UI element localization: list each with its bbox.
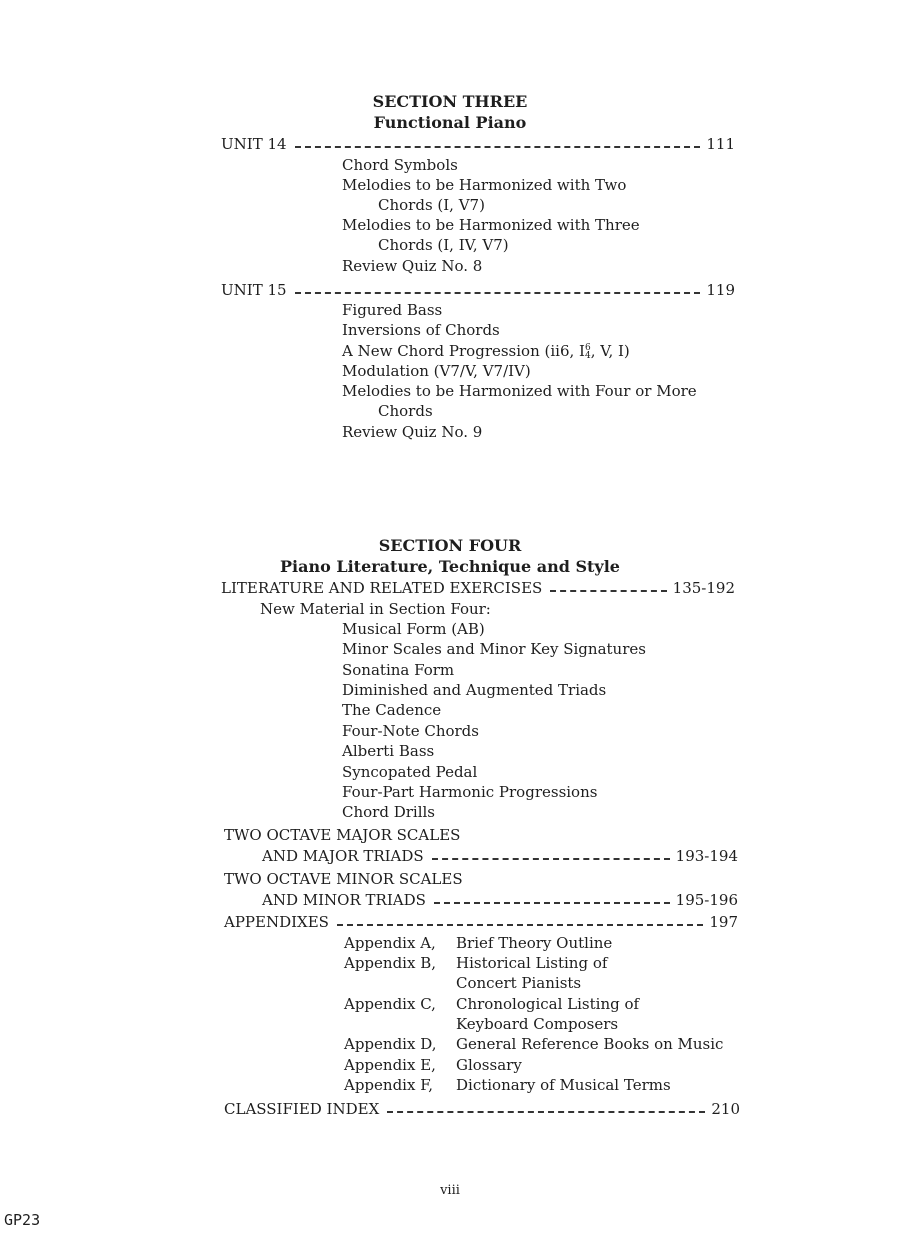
- toc-entry-literature[interactable]: [221, 578, 735, 598]
- toc-subentry: Musical Form (AB): [342, 620, 485, 638]
- toc-subentry: Sonatina Form: [342, 661, 455, 679]
- toc-entry-unit-14[interactable]: [221, 134, 735, 154]
- appendix-title: General Reference Books on Music: [456, 1035, 724, 1053]
- progression-text-end: , V, I): [590, 342, 630, 360]
- entry-label: AND MAJOR TRIADS: [262, 847, 424, 865]
- document-code: GP23: [4, 1211, 41, 1229]
- appendix-title: Dictionary of Musical Terms: [456, 1076, 671, 1094]
- toc-subentry: Review Quiz No. 8: [342, 257, 483, 275]
- appendix-key: Appendix E,: [344, 1056, 436, 1074]
- dot-leader: [387, 1111, 705, 1113]
- toc-subentry: Chord Symbols: [342, 156, 458, 174]
- page-number: 195-196: [675, 891, 738, 909]
- toc-subentry: Four-Note Chords: [342, 722, 479, 740]
- toc-subentry: Chord Drills: [342, 803, 435, 821]
- section-four-subtitle: Piano Literature, Technique and Style: [280, 557, 620, 576]
- toc-subentry: Chords (I, V7): [378, 196, 485, 214]
- toc-subentry: Chords: [378, 402, 433, 420]
- dot-leader: [337, 924, 703, 926]
- appendix-key: Appendix B,: [344, 954, 436, 972]
- appendix-title: Glossary: [456, 1056, 522, 1074]
- page-number: 193-194: [675, 847, 738, 865]
- toc-entry-appendixes[interactable]: [224, 912, 738, 932]
- toc-entry-minor-scales-line1: TWO OCTAVE MINOR SCALES: [224, 870, 463, 888]
- toc-entry-major-scales-line1: TWO OCTAVE MAJOR SCALES: [224, 826, 461, 844]
- section-four-title: SECTION FOUR: [378, 536, 522, 555]
- toc-subentry: Alberti Bass: [342, 742, 435, 760]
- toc-subentry: Minor Scales and Minor Key Signatures: [342, 640, 646, 658]
- page-number: 111: [706, 135, 735, 153]
- toc-subentry: Four-Part Harmonic Progressions: [342, 783, 598, 801]
- entry-label: LITERATURE AND RELATED EXERCISES: [221, 579, 543, 597]
- entry-label: UNIT 14: [221, 135, 287, 153]
- toc-subentry: Figured Bass: [342, 301, 443, 319]
- entry-label: APPENDIXES: [224, 913, 329, 931]
- toc-subentry: Melodies to be Harmonized with Three: [342, 216, 640, 234]
- new-material-heading: New Material in Section Four:: [260, 600, 491, 618]
- figured-bass-lower: 4: [584, 351, 591, 361]
- toc-subentry: Syncopated Pedal: [342, 763, 478, 781]
- dot-leader: [295, 146, 701, 148]
- toc-subentry: Melodies to be Harmonized with Two: [342, 176, 627, 194]
- figured-bass-upper: 6: [584, 343, 591, 353]
- page-number: 135-192: [672, 579, 735, 597]
- appendix-title: Brief Theory Outline: [456, 934, 613, 952]
- toc-subentry: Chords (I, IV, V7): [378, 236, 509, 254]
- page-number: 119: [706, 281, 735, 299]
- entry-label: AND MINOR TRIADS: [262, 891, 426, 909]
- toc-entry-minor-scales[interactable]: [262, 890, 738, 910]
- toc-subentry: Inversions of Chords: [342, 321, 500, 339]
- toc-entry-major-scales[interactable]: [262, 846, 738, 866]
- section-three-subtitle: Functional Piano: [373, 113, 527, 132]
- appendix-key: Appendix D,: [344, 1035, 437, 1053]
- appendix-key: Appendix F,: [344, 1076, 434, 1094]
- appendix-title-cont: Concert Pianists: [456, 974, 582, 992]
- toc-entry-unit-15[interactable]: [221, 280, 735, 300]
- appendix-key: Appendix C,: [344, 995, 436, 1013]
- appendix-title: Chronological Listing of: [456, 995, 640, 1013]
- dot-leader: [432, 858, 670, 860]
- toc-entry-classified-index[interactable]: [224, 1099, 740, 1119]
- section-three-title: SECTION THREE: [372, 92, 528, 111]
- appendix-title: Historical Listing of: [456, 954, 608, 972]
- appendix-key: Appendix A,: [344, 934, 436, 952]
- dot-leader: [295, 292, 701, 294]
- entry-label: CLASSIFIED INDEX: [224, 1100, 380, 1118]
- entry-label: UNIT 15: [221, 281, 287, 299]
- toc-subentry: Review Quiz No. 9: [342, 423, 483, 441]
- toc-subentry-chord-progression: [342, 341, 630, 361]
- appendix-title-cont: Keyboard Composers: [456, 1015, 619, 1033]
- toc-subentry: The Cadence: [342, 701, 442, 719]
- toc-subentry: Melodies to be Harmonized with Four or More: [342, 382, 697, 400]
- dot-leader: [550, 590, 666, 592]
- dot-leader: [434, 902, 670, 904]
- page-number: 210: [711, 1100, 740, 1118]
- page-number: 197: [709, 913, 738, 931]
- page-number-footer: viii: [440, 1183, 460, 1198]
- toc-subentry: Modulation (V7/V, V7/IV): [342, 362, 531, 380]
- toc-subentry: Diminished and Augmented Triads: [342, 681, 607, 699]
- progression-text: A New Chord Progression (ii6, I: [342, 342, 585, 360]
